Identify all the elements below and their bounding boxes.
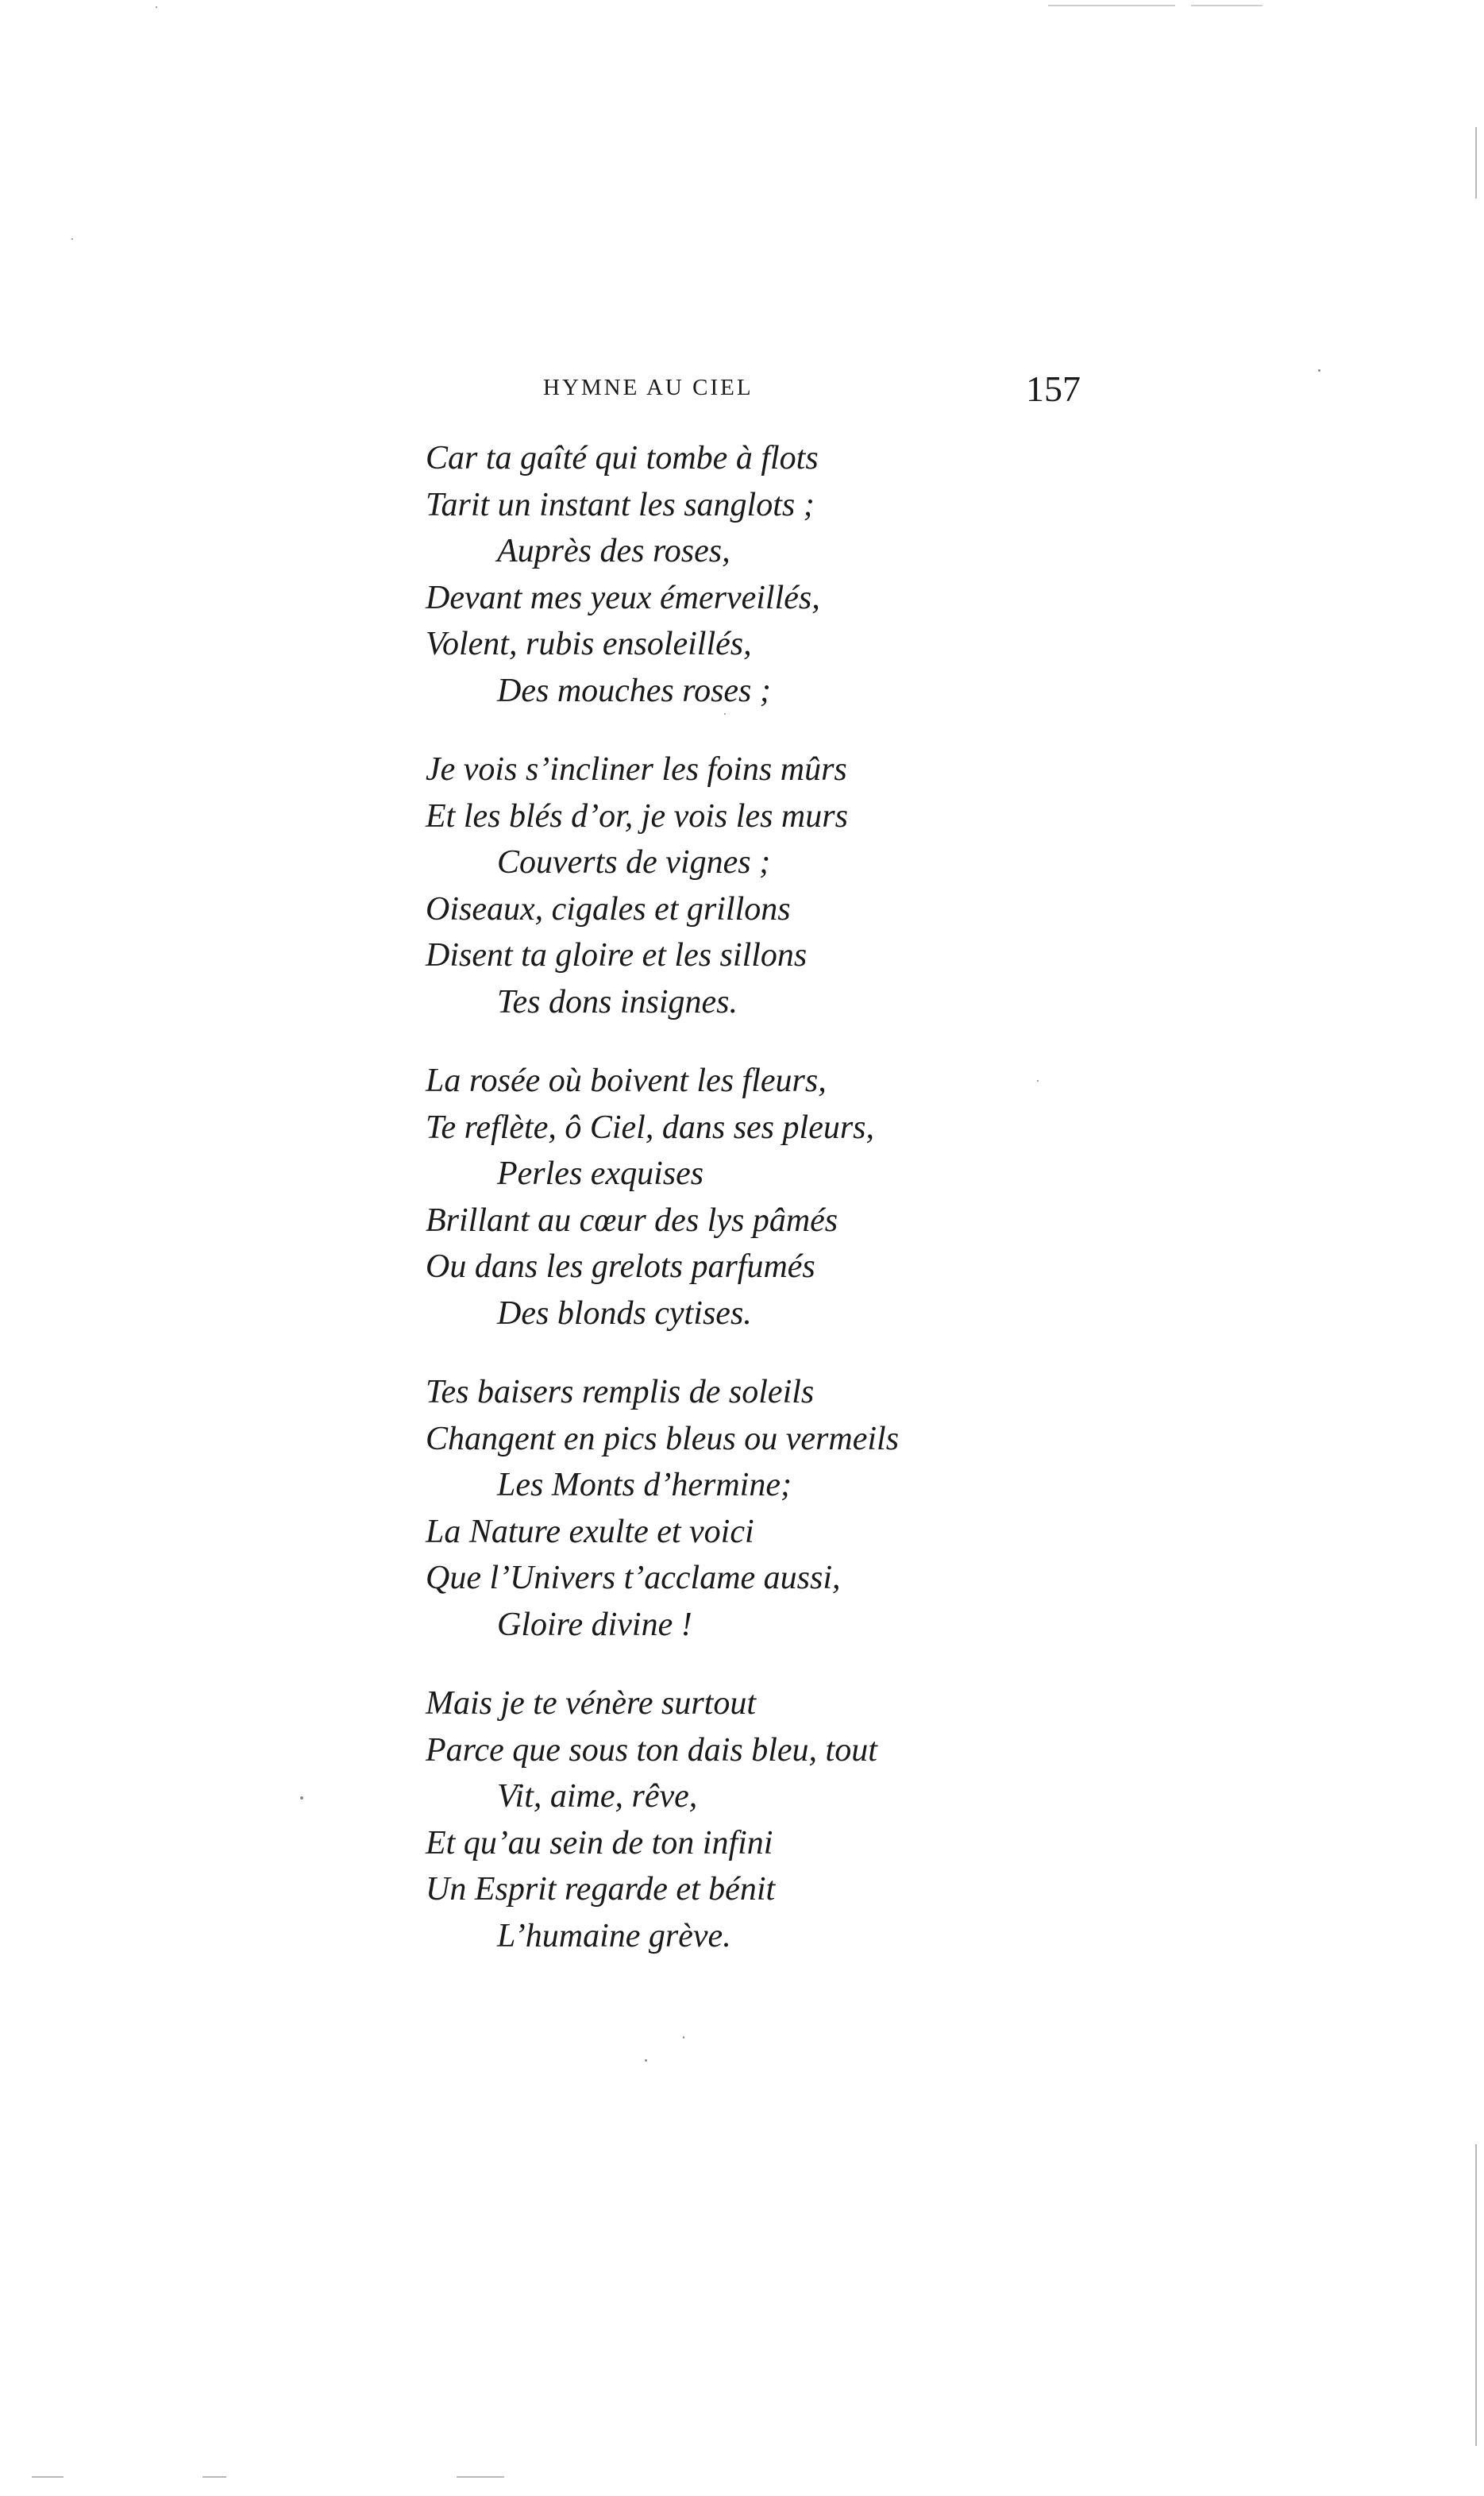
poem-line: Et les blés d’or, je vois les murs bbox=[426, 797, 848, 835]
poem bbox=[426, 435, 1140, 1992]
scan-speck bbox=[71, 238, 73, 240]
scan-edge-mark bbox=[1475, 127, 1477, 199]
poem-line: Tes baisers remplis de soleils bbox=[426, 1374, 815, 1410]
poem-line: Et qu’au sein de ton infini bbox=[426, 1824, 773, 1861]
poem-line-indented: Auprès des roses, bbox=[497, 533, 730, 569]
poem-line: La Nature exulte et voici bbox=[426, 1513, 754, 1550]
scan-edge-mark bbox=[32, 2476, 64, 2478]
stanza-2 bbox=[426, 746, 1140, 1025]
scan-speck bbox=[683, 2036, 684, 2039]
scan-speck bbox=[1037, 1080, 1039, 1082]
poem-line: Car ta gaîté qui tombe à flots bbox=[426, 440, 819, 476]
scan-speck bbox=[1318, 369, 1320, 372]
poem-line: Changent en pics bleus ou vermeils bbox=[426, 1420, 900, 1457]
stanza-1 bbox=[426, 435, 1140, 714]
scan-speck bbox=[724, 713, 726, 715]
scan-speck bbox=[645, 2059, 647, 2062]
stanza-5 bbox=[426, 1680, 1140, 1959]
scan-edge-mark bbox=[202, 2476, 226, 2478]
poem-line: Te reflète, ô Ciel, dans ses pleurs, bbox=[426, 1109, 875, 1146]
poem-line: Devant mes yeux émerveillés, bbox=[426, 579, 820, 616]
page-number: 157 bbox=[1026, 368, 1081, 409]
scan-speck bbox=[156, 6, 157, 8]
poem-line: Parce que sous ton dais bleu, tout bbox=[426, 1731, 877, 1769]
poem-line: Oiseaux, cigales et grillons bbox=[426, 890, 791, 928]
poem-line-indented: L’humaine grève. bbox=[497, 1917, 731, 1954]
poem-line: Que l’Univers t’acclame aussi, bbox=[426, 1560, 841, 1596]
poem-line: La rosée où boivent les fleurs, bbox=[426, 1063, 827, 1099]
poem-line: Ou dans les grelots parfumés bbox=[426, 1248, 815, 1285]
poem-line: Je vois s’incliner les foins mûrs bbox=[426, 751, 847, 788]
poem-line: Volent, rubis ensoleillés, bbox=[426, 626, 752, 662]
poem-line: Disent ta gloire et les sillons bbox=[426, 937, 808, 974]
scan-edge-mark bbox=[1475, 2144, 1477, 2446]
running-head bbox=[0, 368, 1484, 419]
poem-line-indented: Les Monts d’hermine; bbox=[497, 1467, 792, 1503]
poem-line: Brillant au cœur des lys pâmés bbox=[426, 1202, 838, 1239]
poem-line: Un Esprit regarde et bénit bbox=[426, 1871, 776, 1908]
poem-line: Tarit un instant les sanglots ; bbox=[426, 486, 815, 523]
scan-edge-mark bbox=[1191, 5, 1262, 6]
scan-edge-mark bbox=[1048, 5, 1175, 6]
poem-line: Mais je te vénère surtout bbox=[426, 1685, 757, 1722]
poem-line-indented: Couverts de vignes ; bbox=[497, 844, 771, 881]
stanza-3 bbox=[426, 1058, 1140, 1337]
scan-edge-mark bbox=[457, 2476, 504, 2478]
stanza-4 bbox=[426, 1369, 1140, 1648]
poem-line-indented: Tes dons insignes. bbox=[497, 983, 738, 1020]
poem-line-indented: Perles exquises bbox=[497, 1155, 704, 1192]
poem-line-indented: Des mouches roses ; bbox=[497, 672, 771, 709]
poem-line-indented: Des blonds cytises. bbox=[497, 1294, 752, 1332]
poem-line-indented: Vit, aime, rêve, bbox=[497, 1778, 698, 1815]
scan-speck bbox=[300, 1796, 303, 1800]
running-title: HYMNE AU CIEL bbox=[543, 375, 754, 400]
poem-line-indented: Gloire divine ! bbox=[497, 1606, 692, 1643]
